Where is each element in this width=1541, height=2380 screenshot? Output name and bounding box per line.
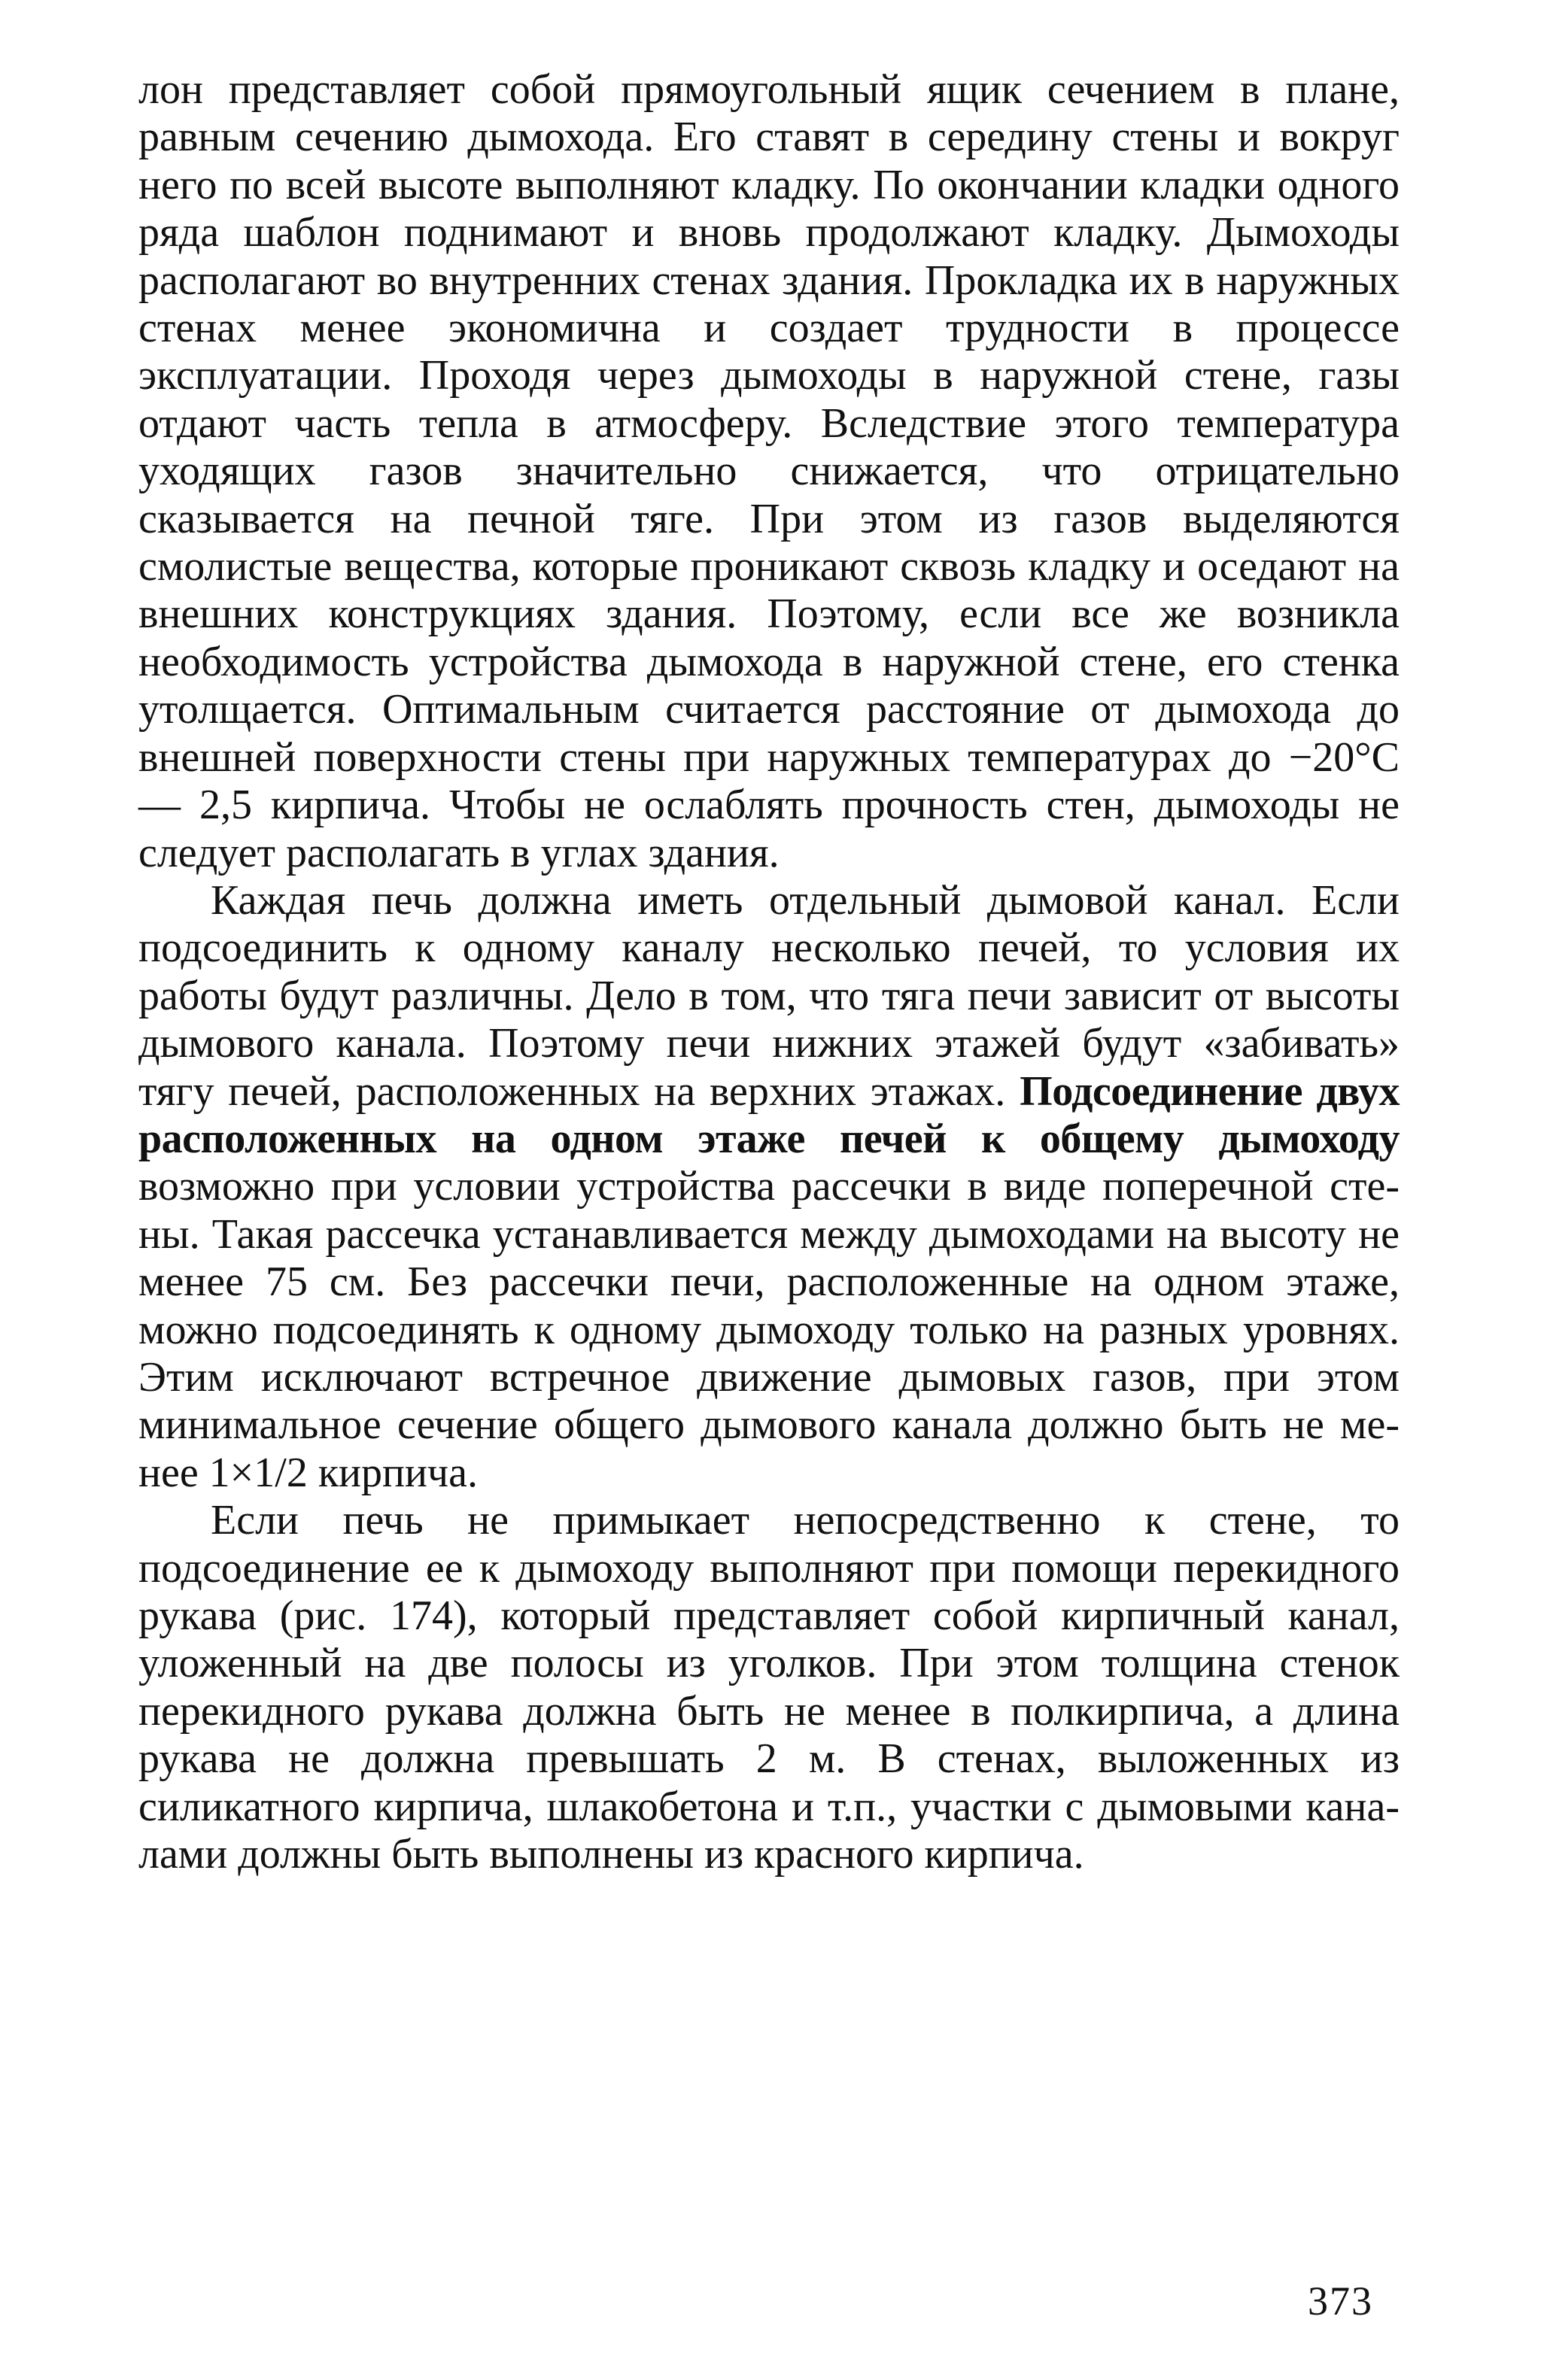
paragraph-separate-channel: [138, 877, 1400, 1497]
paragraph-chimney-template: [138, 66, 1400, 877]
page-number: 373: [1308, 2278, 1373, 2324]
paragraph-text: возможно при условии устройства рассечки в виде поперечной стены. Такая рассечка устанавливается между дымоходами на высоту не менее 75 см. Без рассечки печи, расположенные на одном этаже, можно подсоединять к одному дымоходу только на разных уровнях. Этим исключают встречное движение дымовых газов, при этом минимальное сечение общего дымового канала должно быть не менее 1×1/2 кирпича.: [138, 1163, 1400, 1496]
paragraph-text: лон представляет собой прямоугольный ящик сечением в плане, равным сечению дымохода. Его ставят в середину стены и вокруг него по всей высоте выполняют кладку. По окончании кладки одного ряда шаблон поднимают и вновь продолжают кладку. Дымоходы располагают во внутренних стенах здания. Прокладка их в наружных стенах менее экономична и создает трудности в процессе эксплуатации. Проходя через дымоходы в наружной стене, газы отдают часть тепла в атмосферу. Вследствие этого температура уходящих газов значительно снижается, что отрицательно сказывается на печной тяге. При этом из газов выделяются смолистые вещества, которые проникают сквозь кладку и оседают на внешних конструкциях здания. Поэтому, если все же возникла необходимость устройства дымохода в наружной стене, его стенка утолщается. Оптимальным считается расстояние от дымохода до внешней поверхности стены при наружных температурах до −20°С — 2,5 кирпича. Чтобы не ослаблять прочность стен, дымоходы не следует располагать в углах здания.: [138, 66, 1400, 876]
emphasized-text: Подсоединение двух расположенных на одном этаже печей к общему дымоходу: [138, 1067, 1400, 1162]
paragraph-transfer-sleeve: [138, 1497, 1400, 1878]
paragraph-text: Если печь не примыкает непосредственно к стене, то подсоединение ее к дымоходу выполняют при помощи перекидного рукава (рис. 174), который представляет собой кирпичный канал, уложенный на две полосы из уголков. При этом толщина стенок перекидного рукава должна быть не менее в полкирпича, а длина рукава не должна превышать 2 м. В стенах, выложенных из силикатного кирпича, шлакобетона и т.п., участки с дымовыми каналами должны быть выполнены из красного кирпича.: [138, 1497, 1400, 1878]
paragraph-text: Каждая печь должна иметь отдельный дымовой канал. Если подсоединить к одному каналу несколько печей, то условия их работы будут различны. Дело в том, что тяга печи зависит от высоты дымового канала. Поэтому печи нижних этажей будут «забивать» тягу печей, расположенных на верхних этажах.: [138, 876, 1400, 1115]
body-text: [138, 66, 1400, 1878]
